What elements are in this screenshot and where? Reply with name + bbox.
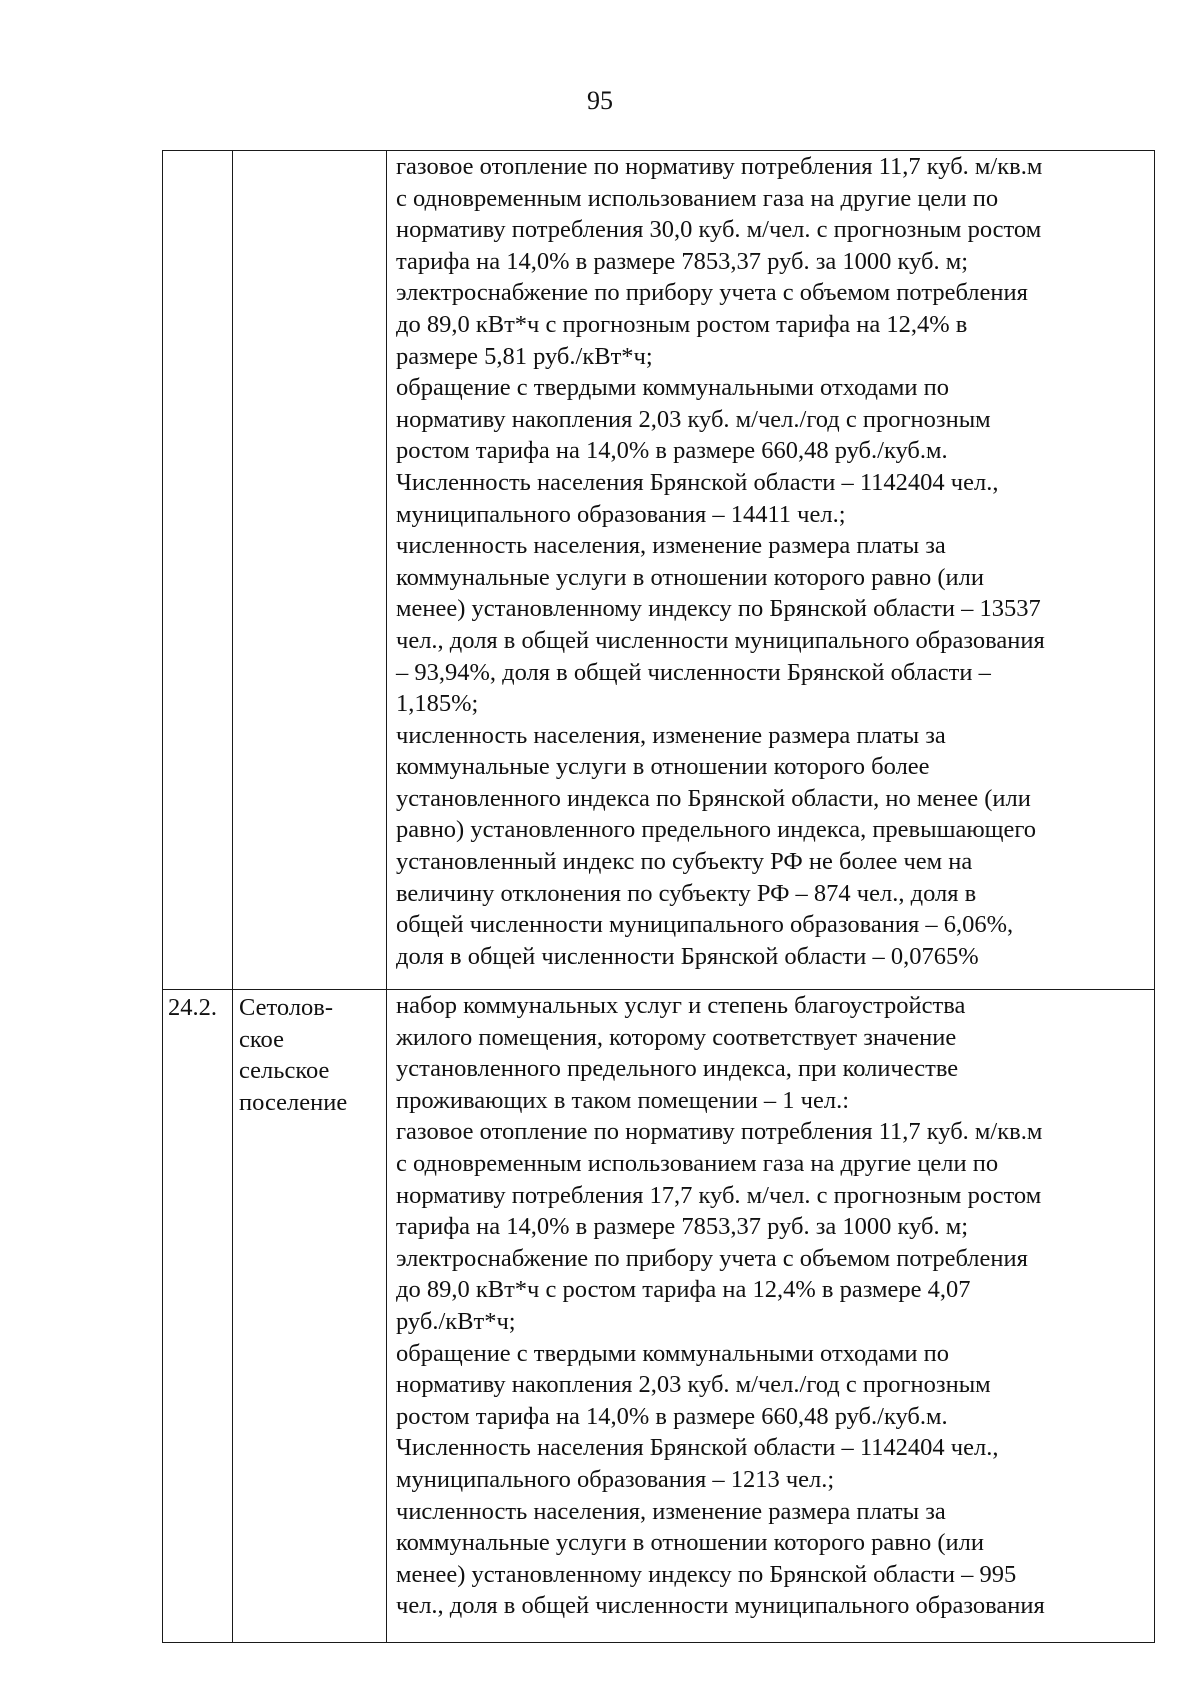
text-line: нормативу потребления 17,7 куб. м/чел. с прогнозным ростом [396,1181,1042,1209]
text-line: сельское [239,1057,330,1085]
text-line: муниципального образования – 14411 чел.; [396,500,846,528]
text-line: менее) установленному индексу по Брянской области – 995 [396,1560,1017,1588]
text-line: коммунальные услуги в отношении которого более [396,753,930,781]
text-line: газовое отопление по нормативу потребления 11,7 куб. м/кв.м [396,153,1043,180]
text-line: менее) установленному индексу по Брянской области – 13537 [396,595,1041,623]
text-line: установленного индекса по Брянской области, но менее (или [396,784,1031,812]
table-row [163,151,1155,990]
text-line: ское [239,1025,284,1053]
text-line: доля в общей численности Брянской области – 0,0765% [396,942,979,970]
text-line: муниципального образования – 1213 чел.; [396,1465,835,1493]
text-line: коммунальные услуги в отношении которого равно (или [396,563,984,591]
description-cell [387,151,1155,990]
text-line: общей численности муниципального образования – 6,06%, [396,911,1014,939]
text-line: численность населения, изменение размера платы за [396,1497,946,1525]
text-line: нормативу потребления 30,0 куб. м/чел. с прогнозным ростом [396,216,1042,244]
municipality-name-cell [233,990,387,1643]
text-line: жилого помещения, которому соответствует значение [396,1023,957,1051]
row-number-cell [163,151,233,990]
municipality-name-cell [233,151,387,990]
text-line: электроснабжение по прибору учета с объемом потребления [396,279,1028,307]
text-line: размере 5,81 руб./кВт*ч; [396,342,653,370]
text-line: газовое отопление по нормативу потребления 11,7 куб. м/кв.м [396,1118,1043,1146]
text-line: ростом тарифа на 14,0% в размере 660,48 руб./куб.м. [396,1402,948,1430]
text-line: чел., доля в общей численности муниципального образования [396,1592,1045,1620]
text-line: Численность населения Брянской области – 1142404 чел., [396,468,999,496]
text-line: Численность населения Брянской области – 1142404 чел., [396,1434,999,1462]
text-line: установленный индекс по субъекту РФ не более чем на [396,848,973,876]
text-line: набор коммунальных услуг и степень благоустройства [396,992,966,1019]
text-line: с одновременным использованием газа на другие цели по [396,1149,999,1177]
text-line: поселение [239,1088,348,1116]
text-line: руб./кВт*ч; [396,1307,516,1335]
table-row [163,990,1155,1643]
text-line: проживающих в таком помещении – 1 чел.: [396,1086,850,1114]
description-cell [387,990,1155,1643]
text-line: величину отклонения по субъекту РФ – 874 чел., доля в [396,879,977,907]
text-line: тарифа на 14,0% в размере 7853,37 руб. за 1000 куб. м; [396,247,969,275]
text-line: численность населения, изменение размера платы за [396,532,946,560]
document-table [162,150,1155,1643]
text-line: нормативу накопления 2,03 куб. м/чел./год с прогнозным [396,1371,991,1399]
text-line: тарифа на 14,0% в размере 7853,37 руб. за 1000 куб. м; [396,1213,969,1241]
text-line: до 89,0 кВт*ч с ростом тарифа на 12,4% в размере 4,07 [396,1276,971,1304]
text-line: нормативу накопления 2,03 куб. м/чел./год с прогнозным [396,405,991,433]
text-line: с одновременным использованием газа на другие цели по [396,184,999,212]
text-line: электроснабжение по прибору учета с объемом потребления [396,1244,1028,1272]
text-line: установленного предельного индекса, при количестве [396,1055,959,1083]
text-line: до 89,0 кВт*ч с прогнозным ростом тарифа на 12,4% в [396,310,968,338]
text-line: коммунальные услуги в отношении которого равно (или [396,1529,984,1557]
text-line: Сетолов- [239,994,334,1021]
text-line: 1,185%; [396,690,479,718]
row-number-cell: 24.2. [163,990,233,1643]
text-line: – 93,94%, доля в общей численности Брянской области – [396,658,991,686]
text-line: чел., доля в общей численности муниципального образования [396,626,1045,654]
page-number: 95 [587,86,613,115]
text-line: численность населения, изменение размера платы за [396,721,946,749]
text-line: обращение с твердыми коммунальными отходами по [396,374,949,402]
text-line: обращение с твердыми коммунальными отходами по [396,1339,949,1367]
text-line: ростом тарифа на 14,0% в размере 660,48 руб./куб.м. [396,437,948,465]
text-line: равно) установленного предельного индекса, превышающего [396,816,1037,844]
